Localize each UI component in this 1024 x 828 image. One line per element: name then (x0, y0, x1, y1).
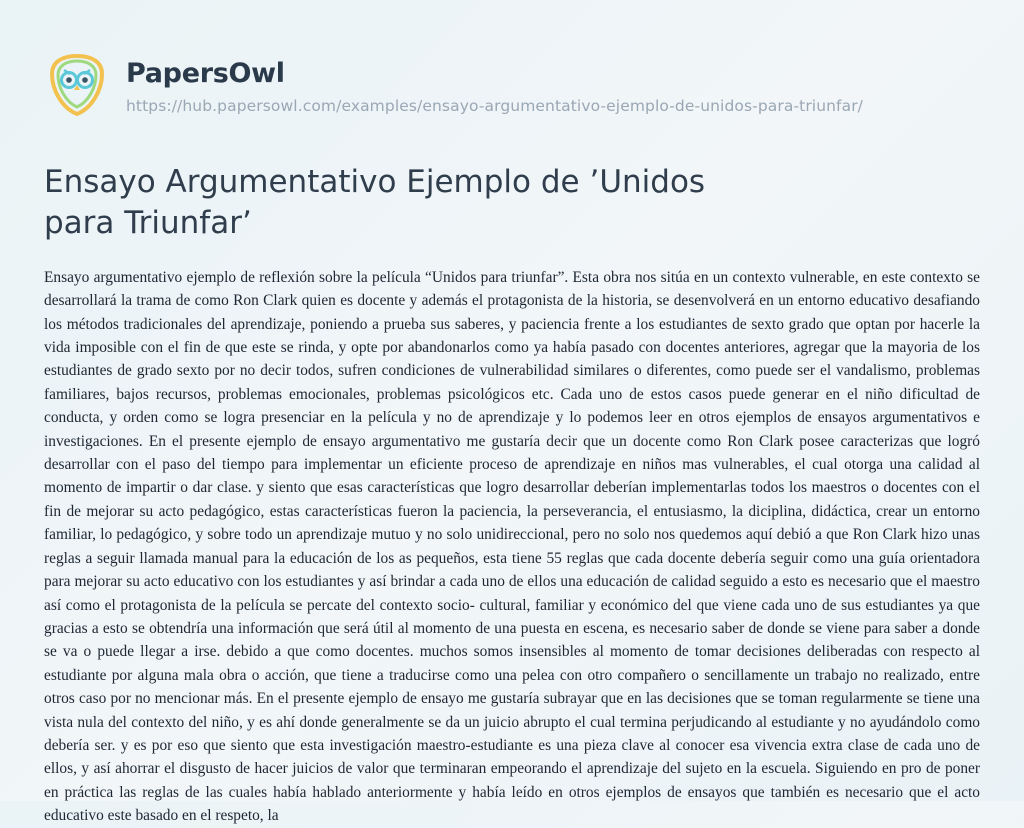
owl-logo-icon (44, 52, 110, 118)
site-url[interactable]: https://hub.papersowl.com/examples/ensayo-argumentativo-ejemplo-de-unidos-para-triunfar/ (126, 97, 864, 116)
site-header (0, 0, 1024, 118)
document-content (0, 162, 1024, 828)
brand-block (126, 55, 863, 116)
brand-name: PapersOwl (126, 57, 285, 89)
document-body-text: Ensayo argumentativo ejemplo de reflexión sobre la película “Unidos para triunfar”. Esta obra nos sitúa en un contexto vulnerable, en este contexto se desarrollará la trama de como Ron Clark quien es docente y además el protagonista de la historia, se desenvolverá en un entorno educativo desafiando los métodos tradicionales del aprendizaje, poniendo a prueba sus saberes, y paciencia frente a los estudiantes de sexto grado que optan por hacerle la vida imposible con el fin de que este se rinda, y opte por abandonarlos como ya había pasado con docentes anteriores, agregar que la mayoria de los estudiantes de grado sexto por no decir todos, sufren condiciones de vulnerabilidad similares o diferentes, como puede ser el vandalismo, problemas familiares, bajos recursos, problemas emocionales, problemas psicológicos etc. Cada uno de estos casos puede generar en el niño dificultad de conducta, y orden como se logra presenciar en la película y no de aprendizaje y lo podemos leer en otros ejemplos de ensayos argumentativos e investigaciones. En el presente ejemplo de ensayo argumentativo me gustaría decir que un docente como Ron Clark posee caracterizas que logró desarrollar con el paso del tiempo para implementar un eficiente proceso de aprendizaje en niños mas vulnerables, el cual otorga una calidad al momento de impartir o dar clase. y siento que esas características que logro desarrollar deberían implementarlas todos los maestros o docentes con el fin de mejorar su acto pedagógico, estas características fueron la paciencia, la perseverancia, el entusiasmo, la diciplina, didáctica, crear un entorno familiar, lo pedagógico, y sobre todo un aprendizaje mutuo y no solo unidireccional, pero no solo nos quedemos aquí debió a que Ron Clark hizo unas reglas a seguir llamada manual para la educación de los as pequeños, esta tiene 55 reglas que cada docente debería seguir como una guía orientadora para mejorar su acto educativo con los estudiantes y así brindar a cada uno de ellos una educación de calidad seguido a esto es necesario que el maestro así como el protagonista de la película se percate del contexto socio- cultural, familiar y económico del que viene cada uno de sus estudiantes ya que gracias a esto se obtendría una información que será útil al momento de una puesta en escena, es necesario saber de donde se viene para saber a donde se va o puede llegar a irse. debido a que como docentes. muchos somos insensibles al momento de tomar decisiones deliberadas con respecto al estudiante por alguna mala obra o acción, que tiene a traducirse como una pelea con otro compañero o sencillamente un trabajo no realizado, entre otros caso por no mencionar más. En el presente ejemplo de ensayo me gustaría subrayar que en las decisiones que se toman regularmente se tiene una vista nula del contexto del niño, y es ahí donde generalmente se da un juicio abrupto el cual termina perjudicando al estudiante y no ayudándolo como debería ser. y es por eso que siento que esta investigación maestro-estudiante es una pieza clave al conocer esa vivencia extra clase de cada uno de ellos, y así ahorrar el disgusto de hacer juicios de valor que terminaran empeorando el aprendizaje del sujeto en la escuela. Siguiendo en pro de poner en práctica las reglas de las cuales había hablado anteriormente y había leído en otros ejemplos de ensayos que también es necesario que el acto educativo este basado en el respeto, la (44, 268, 980, 825)
page-title: Ensayo Argumentativo Ejemplo de ’Unidos para Triunfar’ (44, 164, 706, 241)
